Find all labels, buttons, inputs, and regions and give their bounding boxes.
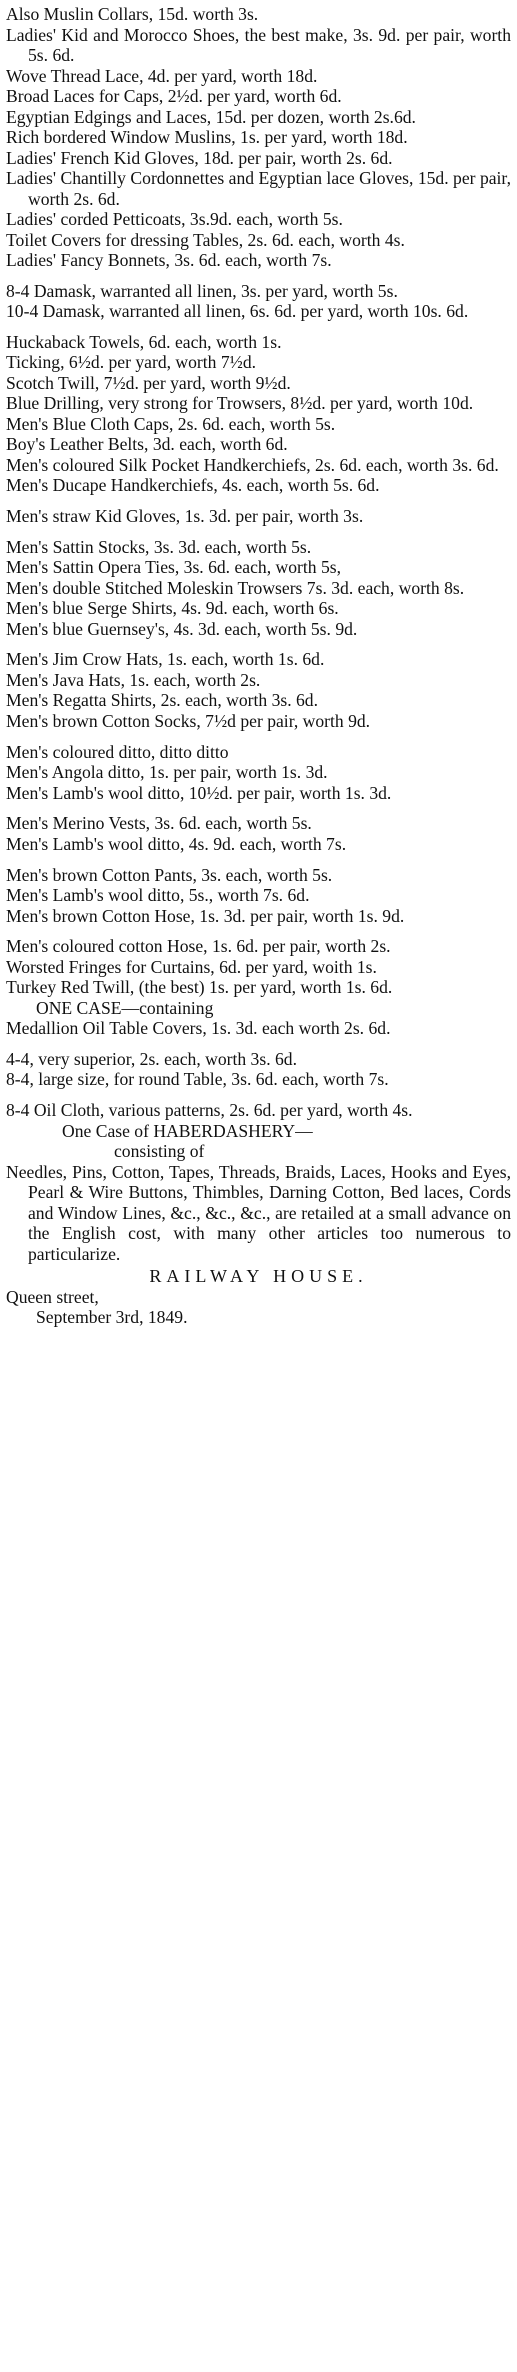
- list-item: Also Muslin Collars, 15d. worth 3s.: [6, 4, 259, 24]
- spacer: [6, 1090, 511, 1100]
- list-item: Wove Thread Lace, 4d. per yard, worth 18d.: [6, 65, 318, 86]
- spacer: [6, 639, 511, 649]
- spacer: [6, 731, 511, 741]
- list-item: Worsted Fringes for Curtains, 6d. per yard, woith 1s.: [6, 956, 377, 977]
- list-item: 8-4, large size, for round Table, 3s. 6d. each, worth 7s.: [6, 1069, 389, 1090]
- footer-date: September 3rd, 1849.: [36, 1307, 188, 1328]
- list-item: Ladies' Kid and Morocco Shoes, the best make, 3s. 9d. per pair, worth 5s. 6d.: [6, 24, 511, 65]
- list-item: Men's Sattin Opera Ties, 3s. 6d. each, worth 5s,: [6, 557, 341, 578]
- list-item: Men's brown Cotton Pants, 3s. each, worth 5s.: [6, 864, 333, 885]
- list-item: Men's Angola ditto, 1s. per pair, worth 1s. 3d.: [6, 762, 328, 783]
- list-item: Ladies' corded Petticoats, 3s.9d. each, worth 5s.: [6, 209, 343, 229]
- spacer: [6, 1039, 511, 1049]
- list-item: Men's straw Kid Gloves, 1s. 3d. per pair, worth 3s.: [6, 506, 364, 527]
- list-item: Scotch Twill, 7½d. per yard, worth 9½d.: [6, 372, 291, 393]
- footer-street: Queen street,: [6, 1286, 99, 1307]
- spacer: [6, 854, 511, 864]
- price-list: [6, 4, 511, 998]
- list-item: Egyptian Edgings and Laces, 15d. per dozen, worth 2s.6d.: [6, 106, 416, 127]
- list-item: Turkey Red Twill, (the best) 1s. per yard, worth 1s. 6d.: [6, 977, 393, 998]
- spacer: [6, 271, 511, 281]
- list-item: Ladies' French Kid Gloves, 18d. per pair, worth 2s. 6d.: [6, 147, 393, 168]
- list-item: 4-4, very superior, 2s. each, worth 3s. 6d.: [6, 1048, 297, 1069]
- list-item: 10-4 Damask, warranted all linen, 6s. 6d. per yard, worth 10s. 6d.: [6, 301, 469, 322]
- list-item: Broad Laces for Caps, 2½d. per yard, worth 6d.: [6, 86, 342, 106]
- list-item: Men's Blue Cloth Caps, 2s. 6d. each, worth 5s.: [6, 413, 336, 434]
- list-item: 8-4 Damask, warranted all linen, 3s. per yard, worth 5s.: [6, 280, 398, 301]
- list-item: Men's blue Guernsey's, 4s. 3d. each, worth 5s. 9d.: [6, 618, 358, 639]
- list-item: Blue Drilling, very strong for Trowsers, 8½d. per yard, worth 10d.: [6, 393, 474, 414]
- list-item: Men's brown Cotton Socks, 7½d per pair, worth 9d.: [6, 710, 371, 731]
- list-item: Men's Lamb's wool ditto, 5s., worth 7s. 6d.: [6, 885, 310, 905]
- footer-house-name: RAILWAY HOUSE.: [149, 1266, 368, 1287]
- spacer: [6, 803, 511, 813]
- list-item: Men's coloured Silk Pocket Handkerchiefs, 2s. 6d. each, worth 3s. 6d.: [6, 454, 499, 475]
- spacer: [6, 926, 511, 936]
- one-case-heading: ONE CASE—containing: [36, 997, 214, 1018]
- list-item: Men's double Stitched Moleskin Trowsers 7s. 3d. each, worth 8s.: [6, 577, 465, 598]
- haberdashery-body: Needles, Pins, Cotton, Tapes, Threads, Braids, Laces, Hooks and Eyes, Pearl & Wire Buttons, Thimbles, Darning Cotton, Bed laces, Cords and Window Lines, &c., &c., &c., are retailed at a small advance on the English cost, with many other articles too numerous to particularize.: [6, 1161, 511, 1264]
- list-item: Huckaback Towels, 6d. each, worth 1s.: [6, 331, 282, 352]
- list-item: Men's Lamb's wool ditto, 10½d. per pair, worth 1s. 3d.: [6, 782, 392, 803]
- list-item: Men's blue Serge Shirts, 4s. 9d. each, worth 6s.: [6, 598, 339, 619]
- list-item: Boy's Leather Belts, 3d. each, worth 6d.: [6, 434, 288, 455]
- list-item: Men's brown Cotton Hose, 1s. 3d. per pair, worth 1s. 9d.: [6, 905, 405, 926]
- list-item: 8-4 Oil Cloth, various patterns, 2s. 6d. per yard, worth 4s.: [6, 1100, 413, 1121]
- list-item: Men's Regatta Shirts, 2s. each, worth 3s. 6d.: [6, 690, 318, 711]
- list-item: Men's Jim Crow Hats, 1s. each, worth 1s. 6d.: [6, 649, 325, 670]
- list-item: Men's Ducape Handkerchiefs, 4s. each, worth 5s. 6d.: [6, 475, 380, 496]
- spacer: [6, 322, 511, 332]
- list-item: Ticking, 6½d. per yard, worth 7½d.: [6, 352, 257, 373]
- list-item: Ladies' Fancy Bonnets, 3s. 6d. each, worth 7s.: [6, 250, 332, 270]
- list-item: Men's Lamb's wool ditto, 4s. 9d. each, worth 7s.: [6, 833, 347, 854]
- haberdashery-heading: One Case of HABERDASHERY—: [62, 1120, 313, 1141]
- list-item: Toilet Covers for dressing Tables, 2s. 6d. each, worth 4s.: [6, 229, 405, 250]
- list-item: Men's coloured cotton Hose, 1s. 6d. per pair, worth 2s.: [6, 936, 391, 957]
- spacer: [6, 496, 511, 506]
- list-item: Ladies' Chantilly Cordonnettes and Egyptian lace Gloves, 15d. per pair, worth 2s. 6d.: [6, 168, 511, 209]
- list-item: Men's Sattin Stocks, 3s. 3d. each, worth 5s.: [6, 536, 312, 557]
- one-case-list: [6, 1018, 511, 1120]
- list-item: Men's Merino Vests, 3s. 6d. each, worth 5s.: [6, 813, 312, 834]
- haberdashery-subheading: consisting of: [114, 1141, 205, 1162]
- list-item: Men's Java Hats, 1s. each, worth 2s.: [6, 669, 261, 690]
- list-item: Rich bordered Window Muslins, 1s. per yard, worth 18d.: [6, 127, 408, 147]
- spacer: [6, 527, 511, 537]
- list-item: Men's coloured ditto, ditto ditto: [6, 741, 229, 762]
- list-item: Medallion Oil Table Covers, 1s. 3d. each worth 2s. 6d.: [6, 1018, 391, 1039]
